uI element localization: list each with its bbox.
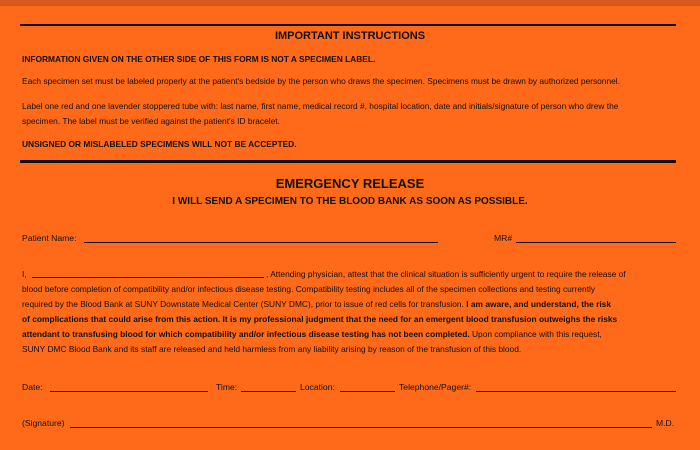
attest-line-6: SUNY DMC Blood Bank and its staff are released and held harmless from any liability arising by reason of the transfusion of this blood. [22,344,522,354]
date-label: Date: [22,382,43,392]
instructions-warning: UNSIGNED OR MISLABELED SPECIMENS WILL NOT BE ACCEPTED. [22,139,297,149]
attest-line-4: of complications that could arise from this action. It is my professional judgment that the need for an emergent blood transfusion outweighs the risks [22,314,618,324]
date-field[interactable] [50,391,208,392]
release-title: EMERGENCY RELEASE [275,176,425,191]
telephone-pager-field[interactable] [476,391,676,392]
location-field[interactable] [340,391,395,392]
physician-name-field[interactable] [32,277,264,278]
top-rule [20,24,676,26]
instructions-title: IMPORTANT INSTRUCTIONS [274,30,426,42]
section-divider [20,160,676,163]
instructions-line-3b: specimen. The label must be verified against the patient's ID bracelet. [22,116,280,126]
location-label: Location: [300,382,335,392]
attest-line-2: blood before completion of compatibility and/or infectious disease testing. Compatibility testing includes all of the specimen collections and testing currently [22,284,596,294]
attest-i: I, [22,269,27,279]
patient-name-field[interactable] [84,242,438,243]
signature-label: (Signature) [22,418,65,428]
time-label: Time: [216,382,238,392]
instructions-line-3a: Label one red and one lavender stoppered tube with: last name, first name, medical record #, hospital location, date and initials/signature of person who drew the [22,101,619,111]
attest-line-3: required by the Blood Bank at SUNY Downstate Medical Center (SUNY DMC), prior to issue of red cells for transfusion. I am aware, and understand, the risk [22,299,611,309]
instructions-line-1: INFORMATION GIVEN ON THE OTHER SIDE OF THIS FORM IS NOT A SPECIMEN LABEL. [22,54,376,64]
signature-field[interactable] [70,427,652,428]
time-field[interactable] [241,391,296,392]
instructions-line-2: Each specimen set must be labeled properly at the patient's bedside by the person who draws the specimen. Specimens must be drawn by authorized personnel. [22,76,620,86]
patient-name-label: Patient Name: [22,233,77,243]
telephone-pager-label: Telephone/Pager#: [399,382,472,392]
top-edge-shadow [0,0,700,6]
mr-number-field[interactable] [516,242,676,243]
mr-number-label: MR# [494,233,513,243]
attest-line-5: attendant to transfusing blood for which compatibility and/or infectious disease testing has not been completed. Upon compliance with this request, [22,329,602,339]
release-subtitle: I WILL SEND A SPECIMEN TO THE BLOOD BANK AS SOON AS POSSIBLE. [172,196,528,207]
md-label: M.D. [656,418,675,428]
attest-line-1: , Attending physician, attest that the clinical situation is sufficiently urgent to require the release of [266,269,626,279]
